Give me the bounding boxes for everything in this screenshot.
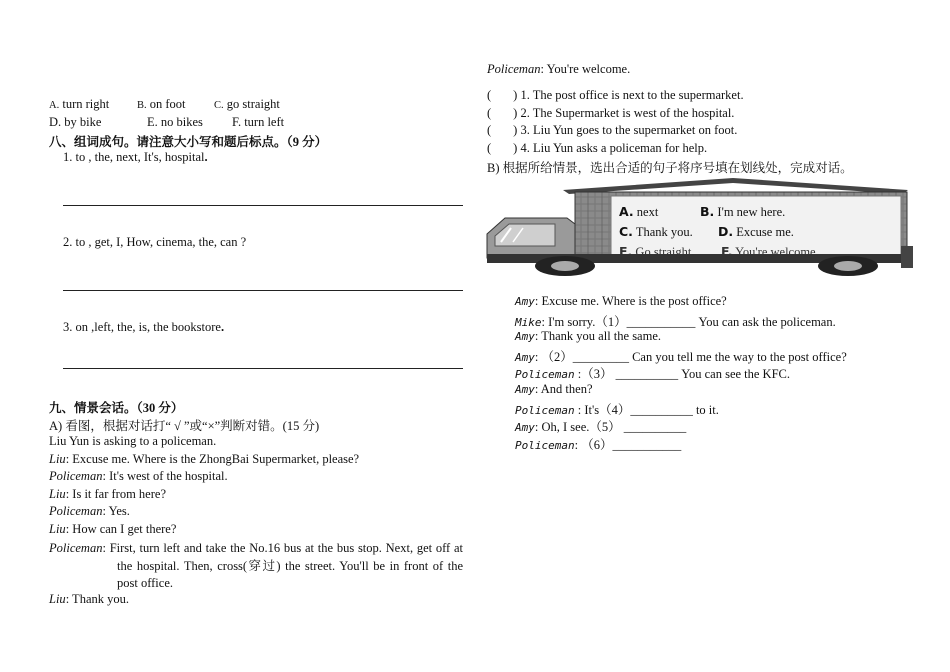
dialogue-b-line-5: Policeman :（3） __________ You can see the KFC. (515, 367, 791, 381)
truck-option-a: A. next (619, 204, 659, 219)
dialogue-b-line-6: Amy: And then? (515, 382, 593, 396)
dialogue-intro: Liu Yun is asking to a policeman. (49, 434, 217, 448)
part-b-instruction: B) 根据所给情景，选出合适的句子将序号填在划线处，完成对话。 (487, 161, 853, 175)
policeman-welcome-line: Policeman: You're welcome. (487, 62, 631, 76)
answer-line-3[interactable] (63, 368, 463, 369)
option-f: F. turn left (232, 115, 285, 129)
dialogue-b-line-4: Amy: （2）_________ Can you tell me the way to the post office? (515, 350, 847, 364)
dialogue-line-6: Policeman: First, turn left and take the No.16 bus at the bus stop. Next, get off at the hospital. Then, cross(穿过) the street. You'll be in front of the post office. (49, 541, 463, 590)
section8-heading: 八、组词成句。请注意大小写和题后标点。（9 分） (49, 135, 328, 149)
option-a: A. turn right (49, 97, 110, 111)
dialogue-b-line-9: Policeman: （6）___________ (515, 438, 682, 452)
truck-option-d: D. Excuse me. (718, 224, 794, 239)
dialogue-b-line-1: Amy: Excuse me. Where is the post office? (515, 294, 727, 308)
part-a-instruction: A) 看图，根据对话打“ √ ”或“×”判断对错。(15 分) (49, 419, 320, 433)
truck-option-e: E. Go straight. (619, 244, 695, 259)
dialogue-b-line-8: Amy: Oh, I see.（5） __________ (515, 420, 687, 434)
truck-option-b: B. I'm new here. (700, 204, 786, 219)
dialogue-b-line-7: Policeman : It's（4）__________ to it. (515, 403, 719, 417)
dialogue-b-line-3: Amy: Thank you all the same. (515, 329, 662, 343)
truck-icon (483, 176, 913, 278)
truck-option-f: F. You're welcome. (721, 244, 819, 259)
dialogue-line-5: Liu: How can I get there? (49, 522, 177, 536)
dialogue-b-line-2: Mike: I'm sorry.（1）___________ You can ask the policeman. (515, 315, 836, 329)
sentence-2: 2. to , get, I, How, cinema, the, can ? (63, 235, 247, 249)
judgment-1: ( ) 1. The post office is next to the supermarket. (487, 88, 744, 102)
judgment-2: ( ) 2. The Supermarket is west of the hospital. (487, 106, 735, 120)
sentence-1: 1. to , the, next, It's, hospital. (63, 150, 208, 164)
option-b: B. on foot (137, 97, 186, 111)
dialogue-line-7: Liu: Thank you. (49, 592, 129, 606)
judgment-4: ( ) 4. Liu Yun asks a policeman for help. (487, 141, 708, 155)
answer-line-2[interactable] (63, 290, 463, 291)
dialogue-line-3: Liu: Is it far from here? (49, 487, 166, 501)
option-e: E. no bikes (147, 115, 203, 129)
section9-heading: 九、情景会话。（30 分） (49, 401, 184, 415)
option-c: C. go straight (214, 97, 280, 111)
answer-line-1[interactable] (63, 205, 463, 206)
truck-option-c: C. Thank you. (619, 224, 693, 239)
dialogue-line-2: Policeman: It's west of the hospital. (49, 469, 228, 483)
dialogue-line-1: Liu: Excuse me. Where is the ZhongBai Supermarket, please? (49, 452, 360, 466)
sentence-3: 3. on ,left, the, is, the bookstore. (63, 320, 225, 334)
truck-illustration (483, 176, 913, 278)
judgment-3: ( ) 3. Liu Yun goes to the supermarket on foot. (487, 123, 738, 137)
dialogue-line-4: Policeman: Yes. (49, 504, 130, 518)
option-d: D. by bike (49, 115, 102, 129)
